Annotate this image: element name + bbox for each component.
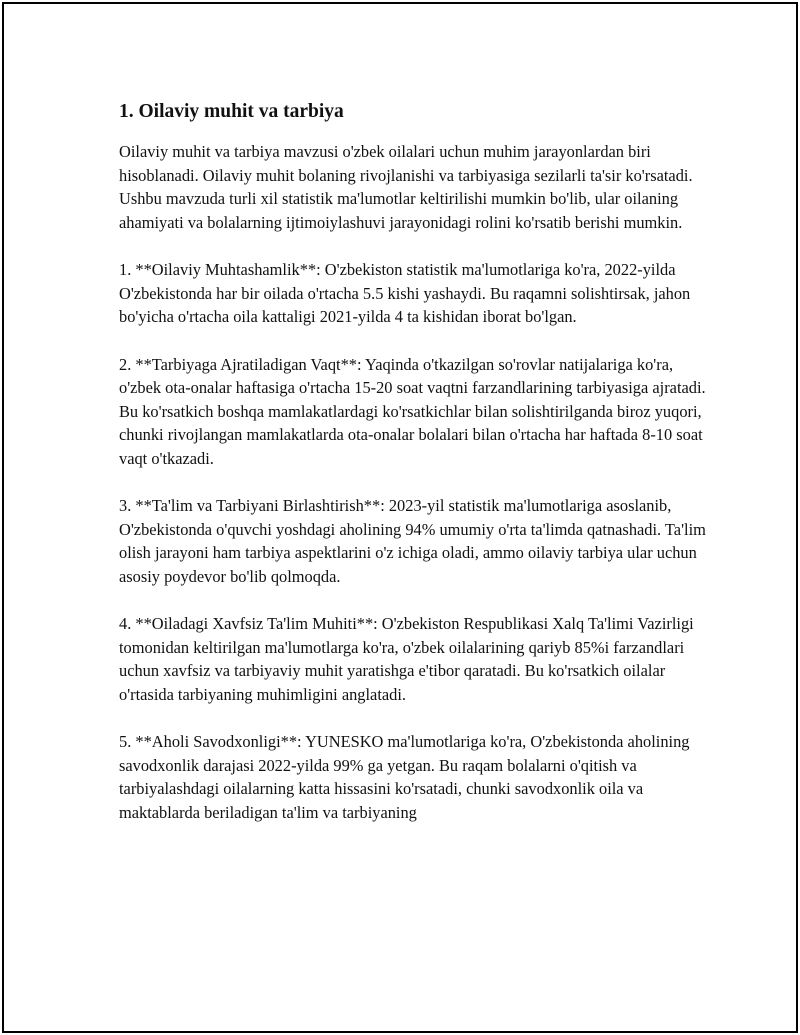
item-family-size-paragraph: 1. **Oilaviy Muhtashamlik**: O'zbekiston statistik ma'lumotlariga ko'ra, 2022-yilda O'zbekistonda har bir oilada o'rtacha 5.5 kishi yashaydi. Bu raqamni solishtirsak, jahon bo'yicha o'rtacha oila kattaligi 2021-yilda 4 ta kishidan iborat bo'lgan. [119,260,691,326]
item-upbringing-time-paragraph: 2. **Tarbiyaga Ajratiladigan Vaqt**: Yaqinda o'tkazilgan so'rovlar natijalariga ko'ra, o'zbek ota-onalar haftasiga o'rtacha 15-20 soat vaqtni farzandlarining tarbiyasiga ajratadi. Bu ko'rsatkich boshqa mamlakatlardagi ko'rsatkichlar bilan solishtirilganda biroz yuqori, chunki rivojlangan mamlakatlarda ota-onalar bolalari bilan o'rtacha har haftada 8-10 soat vaqt o'tkazadi. [119,354,706,468]
intro-paragraph: Oilaviy muhit va tarbiya mavzusi o'zbek oilalari uchun muhim jarayonlardan biri hisoblanadi. Oilaviy muhit bolaning rivojlanishi va tarbiyasiga sezilarli ta'sir ko'rsatadi. Ushbu mavzuda turli xil statistik ma'lumotlar keltirilishi mumkin bo'lib, ular oilaning ahamiyati va bolalarning ijtimoiylashuvi jarayonidagi rolini ko'rsatib berishi mumkin. [119,142,693,232]
item-education-integration-paragraph: 3. **Ta'lim va Tarbiyani Birlashtirish**: 2023-yil statistik ma'lumotlariga asoslanib, O'zbekistonda o'quvchi yoshdagi aholining 94% umumiy o'rta ta'limda qatnashadi. Ta'lim olish jarayoni ham tarbiya aspektlarini o'z ichiga oladi, ammo oilaviy tarbiya ular uchun asosiy poydevor bo'lib qolmoqda. [119,496,706,586]
document-body [119,100,709,848]
item-literacy-paragraph: 5. **Aholi Savodxonligi**: YUNESKO ma'lumotlariga ko'ra, O'zbekistonda aholining savodxonlik darajasi 2022-yilda 99% ga yetgan. Bu raqam bolalarni o'qitish va tarbiyalashdagi oilalarning katta hissasini ko'rsatadi, chunki savodxonlik oila va maktablarda beriladigan ta'lim va tarbiyaning [119,732,690,822]
document-page [2,2,798,1033]
item-safe-environment-paragraph: 4. **Oiladagi Xavfsiz Ta'lim Muhiti**: O'zbekiston Respublikasi Xalq Ta'limi Vazirligi tomonidan keltirilgan ma'lumotlarga ko'ra, o'zbek oilalarining qariyb 85%i farzandlari uchun xavfsiz va tarbiyaviy muhit yaratishga e'tibor qaratadi. Bu ko'rsatkich oilalar o'rtasida tarbiyaning muhimligini anglatadi. [119,614,694,704]
section-title: 1. Oilaviy muhit va tarbiya [119,101,344,122]
